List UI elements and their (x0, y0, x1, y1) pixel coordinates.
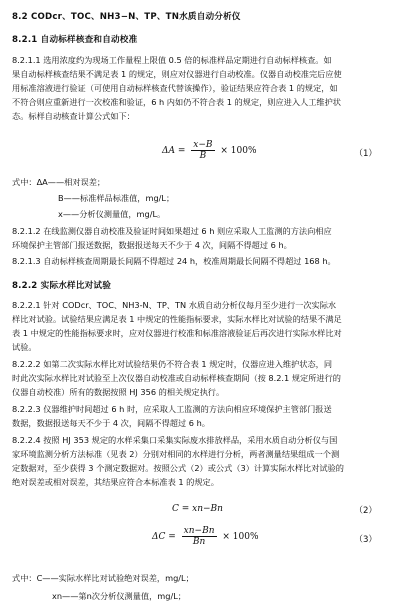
formula-lhs: ΔC = (152, 532, 176, 542)
paragraph-line: 家环境监测分析方法标准（见表 2）分别对相同的水样进行分析，两者测量结果组成一个测 (12, 449, 340, 459)
fraction-denominator: B (199, 151, 207, 161)
where-line: 式中：C——实际水样比对试验绝对误差，mg/L； (12, 573, 194, 583)
fraction-denominator: Bn (192, 537, 206, 547)
paragraph-line: 8.2.2.2 如第二次实际水样比对试验结果仍不符合表 1 规定时，仪器应进入维护状态，同 (12, 359, 333, 369)
fraction-numerator: x−B (193, 140, 213, 150)
paragraph-line: 用标准溶液进行验证（可使用自动标样核查代替该操作），验证结果应符合表 1 的规定，如 (12, 83, 338, 93)
fraction-numerator: xn−Bn (183, 526, 215, 536)
where-line: 式中：ΔA——相对误差； (12, 177, 106, 187)
paragraph-line: 数据，数据报送每天不少于 4 次，间隔不得超过 6 h。 (12, 418, 210, 428)
paragraph-line: 试验。 (12, 342, 37, 352)
paragraph-line: 8.2.2.1 针对 CODcr、TOC、NH3-N、TP、TN 水质自动分析仪每月至少进行一次实际水 (12, 300, 337, 310)
paragraph-line: 果自动标样核查结果不满足表 1 的规定，则应对仪器进行自动校准。仪器自动校准完后应使 (12, 69, 342, 79)
section-heading-8-2-2: 8.2.2 实际水样比对试验 (12, 281, 112, 291)
paragraph-line: 8.2.1.2 在线监测仪器自动校准及验证时间如果超过 6 h 则应采取人工监测的方法向相应 (12, 226, 332, 236)
where-line: xn——第n次分析仪测量值，mg/L； (52, 591, 186, 601)
paragraph-line: 8.2.2.4 按照 HJ 353 规定的水样采集口采集实际废水排放样品，采用水质自动分析仪与国 (12, 435, 338, 445)
paragraph-line: 态。标样自动核查计算公式如下： (12, 111, 135, 121)
where-line: B——标准样品标准值，mg/L； (58, 193, 175, 203)
formula-1 (162, 140, 257, 161)
where-line: x——分析仪测量值，mg/L。 (58, 209, 166, 219)
fraction (191, 140, 214, 161)
formula-tail: × 100% (220, 146, 257, 156)
formula-2: C = xn−Bn (172, 504, 223, 514)
paragraph-line: 仪器自动校准）所有的数据按照 HJ 356 的相关规定执行。 (12, 387, 225, 397)
formula-lhs: ΔA = (162, 146, 186, 156)
paragraph-line: 8.2.2.3 仪器维护时间超过 6 h 时，应采取人工监测的方法向相应环境保护主管部门报送 (12, 404, 332, 414)
paragraph-line: 8.2.1.3 自动标样核查周期最长间隔不得超过 24 h，校准周期最长间隔不得超过 168 h。 (12, 256, 336, 266)
paragraph-line: 表 1 中规定的性能指标要求时，应对仪器进行校准和标准溶液验证后再次进行实际水样比对 (12, 328, 342, 338)
paragraph-line: 定数据对，至少获得 3 个测定数据对。按照公式（2）或公式（3）计算实际水样比对试验的 (12, 463, 344, 473)
paragraph-line: 环境保护主管部门报送数据，数据报送每天不少于 4 次，间隔不得超过 6 h。 (12, 240, 292, 250)
paragraph-line: 样比对试验。试验结果应满足表 1 中规定的性能指标要求，实际水样比对试验的结果不满足 (12, 314, 342, 324)
paragraph-line: 不符合则应重新进行一次校准和验证，6 h 内如仍不符合表 1 的规定，则应进入人工维护状 (12, 97, 341, 107)
paragraph-line: 8.2.1.1 选用浓度约为现场工作量程上限值 0.5 倍的标准样品定期进行自动标样核查。如 (12, 55, 332, 65)
paragraph-line: 时此次实际水样比对试验至上次仪器自动校准或自动标样核查期间（按 8.2.1 规定所进行的 (12, 373, 341, 383)
section-heading-8-2-1: 8.2.1 自动标样核查和自动校准 (12, 35, 138, 45)
formula-3 (152, 526, 259, 547)
paragraph-line: 绝对误差或相对误差，其结果应符合本标准表 1 的规定。 (12, 477, 219, 487)
equation-number: （1） (354, 149, 377, 159)
fraction (182, 526, 217, 547)
formula-tail: × 100% (222, 532, 259, 542)
equation-number: （2） (354, 506, 377, 516)
section-heading-8-2: 8.2 CODcr、TOC、NH3−N、TP、TN水质自动分析仪 (12, 12, 241, 22)
equation-number: （3） (354, 535, 377, 545)
